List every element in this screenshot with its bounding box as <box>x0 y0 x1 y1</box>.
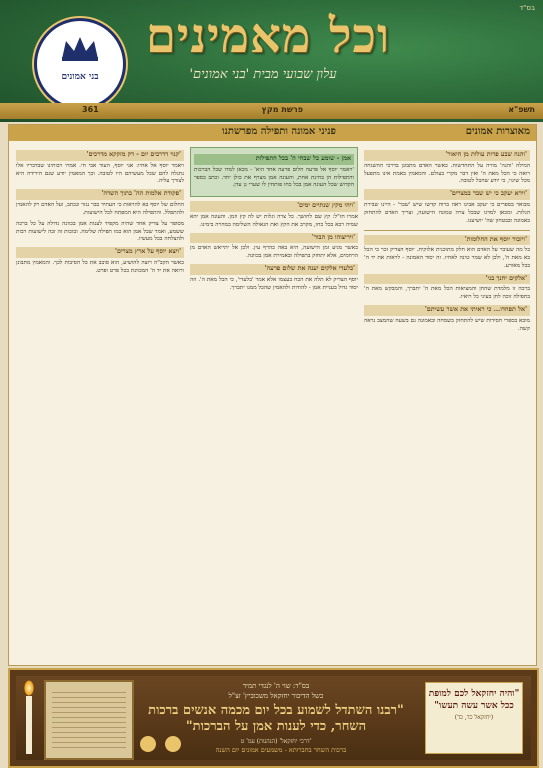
article-heading: 'ויצא יוסף על ארץ מצרים' <box>16 247 184 258</box>
bottom-banner <box>8 668 539 768</box>
sponsor-logo-icon <box>140 736 156 752</box>
banner-quote: "רבנו השתדל לשמוע בכל יום מכמה אנשים ברכות השחר, כדי לענות אמן על הברכות" <box>148 703 404 735</box>
article-heading: 'אלקים יחנך בני' <box>364 274 530 285</box>
article-heading: 'וירא יעקב כי יש שבר במצרים' <box>364 189 530 200</box>
article-heading: 'אל תפחדו... כי ראיתי את אשר עשיתם' <box>364 305 530 316</box>
amen-box-title: אמן - שומע כל שבחי ה' בכל התפילות <box>194 154 354 165</box>
main-content <box>8 124 537 666</box>
article-heading: 'והנה שבע פרות עולות מן היאור' <box>364 150 530 161</box>
banner-line-1: בס"ד: שוי ה' לנגדי תמיד <box>242 682 310 690</box>
divider <box>364 230 530 231</box>
article-heading: 'ויהי מקץ שנתיים ימים' <box>190 201 358 212</box>
crown-icon <box>60 33 100 63</box>
verse-box <box>425 682 523 754</box>
candle-icon <box>20 680 38 756</box>
article-text: ברכה זו מלמדת שהחן והמציאות הכל מאת ה' יתברך, והמבקש מאת ה' בתפילה זוכה לחן בעיני כל רואיו. <box>364 286 530 301</box>
issue-year: תשפ"א <box>508 105 535 114</box>
article-text: כאשר הקב"ה רוצה להושיע, הוא סובב את כל הסיבות לכך. והמאמין מתבונן ורואה את יד ה' המכוונת בכל פרט ופרט. <box>16 259 184 274</box>
article-heading: 'ויזכור יוסף את החלומות' <box>364 235 530 246</box>
scroll-image <box>44 680 134 760</box>
article-text: המילה 'והנה' מורה על התחדשות. כאשר האדם מתבונן בדרכי ההשגחה רואה כי הכל מאת ה' ואין דבר מקרי בעולם. והמאמין באמת אינו מתפעל מכל שינוי, כי יודע שהכל לטובה. <box>364 162 530 185</box>
page-title: וכל מאמינים <box>145 8 391 64</box>
column-left <box>16 147 184 659</box>
article-text: יוסף הצדיק לא תלה את הכח בעצמו אלא אמר 'בלעדי', כי הכל מאת ה'. וזה יסוד גדול בעניית אמן - להודות ולהאמין שהכל ממנו יתברך. <box>190 276 358 291</box>
header <box>0 0 543 122</box>
ribbon <box>0 103 543 119</box>
parsha-name: פרשת מקץ <box>261 105 303 114</box>
banner-inner <box>16 676 531 760</box>
verse-text: "והיה יחזקאל לכם למופת ככל אשר עשה תעשו" <box>428 689 520 711</box>
flame-icon <box>24 680 34 696</box>
article-text: כאשר מגיע זמן הישועה, היא באה כהרף עין. ולכן אל יתייאש האדם מן הרחמים, אלא יתחזק בתפילה ובאמירת אמן בכוונה. <box>190 245 358 260</box>
logo-text: בני אמונים <box>61 72 99 82</box>
logo <box>34 18 126 110</box>
scroll-lines <box>52 688 126 752</box>
amen-box <box>190 147 358 197</box>
banner-footer: ברכות השחר בחברותא - משמעים אמונים יום השנה <box>215 746 347 754</box>
article-heading: 'קנוי דדרבים יום - דק מזקקא מדרכים' <box>16 150 184 161</box>
column-middle <box>190 147 358 659</box>
sponsor-logo-icon <box>165 736 181 752</box>
banner-line-2: כשל הדיבור יחזקאל משכוביץ' זצ"ל <box>228 692 324 700</box>
article-text: החלום של יוסף בא להראות כי העתיד כבר נגזר ונכתב, ועל האדם רק להאמין ולהתפלל. והתפילה היא המפתח לכל הישועות. <box>16 201 184 216</box>
issue-number: 361 <box>82 105 99 114</box>
banner-source: 'דרכי יחזקאל' (הנהגות) עמ' ט <box>240 737 312 745</box>
column-right <box>364 147 530 659</box>
article-text: אמרו חז"ל: קץ שם לחושך. כל צרה וגלות יש לה קץ וזמן. והעונה אמן יהא שמיה רבא בכל כחו, מקרב את הקץ ואת הגאולה השלימה במהרה בימינו. <box>190 213 358 228</box>
article-text: מובא בספרי חסידות שיש להתחזק בשמחה ובאמונה גם בשעה שהמצב נראה קשה. <box>364 317 530 332</box>
edition-mark: בס"ד <box>519 4 535 12</box>
section-title: מאוצרות אמונים <box>465 126 530 137</box>
section-band <box>9 125 536 141</box>
candle-stick <box>26 696 32 754</box>
section-subtitle: פניני אמונה ותפילה מפרשתנו <box>222 126 336 137</box>
amen-box-text: 'ויאמר יוסף אל פרעה חלום פרעה אחד הוא' - מכאן למדו שכל הברכות והתפילות הן בחינת אחת, והעונה אמן מצרף את כולן יחד. וכתב בספר הקדוש שכל העונה אמן בכל כחו פותחין לו שערי גן עדן. <box>194 166 354 189</box>
article-text: ויאמר יוסף אל אחיו: אני יוסף, העוד אבי חי. אמרו רבותינו שבדבריו אלו נתגלה להם שכל מעשיהם היו לטובה. וכך המאמין יודע שגם הירידה היא לצורך עליה. <box>16 162 184 185</box>
article-text: מסופר על צדיק אחד שהיה מקפיד לענות אמן בכוונה גדולה על כל ברכה ששמע, ואמר שכל אמן הוא כמו תפילה שלימה. ובזכות זה זכה לישועות רבות ולהצלחה בכל מעשיו. <box>16 220 184 243</box>
article-heading: 'בלעדי אלקים יענה את שלום פרעה' <box>190 264 358 275</box>
article-text: מבואר בספרים כי יעקב אבינו ראה ברוח קדשו שיש 'שבר' - היינו שבירת הגלות. ומכאן למדנו שבכל צרה טמונה הישועה, וצריך האדם להתחזק באמונה ובבטחון שה' יושיענו. <box>364 201 530 224</box>
article-heading: 'פקודת אלמות הה' בתוך השדה' <box>16 189 184 200</box>
verse-source: (יחזקאל כד, כד) <box>454 714 494 722</box>
sponsor-icons <box>136 736 181 756</box>
article-text: כל מה שעובר על האדם הוא חלק מתוכנית אלוקית. יוסף הצדיק זכר כי הכל בא מאת ה', ולכן לא שמר טינה לאחיו. זה יסוד האמונה - לראות את יד ה' בכל מאורע. <box>364 247 530 269</box>
page-subtitle: עלון שבועי מבית 'בני אמונים' <box>189 67 337 82</box>
article-heading: 'ויריצוהו מן הבור' <box>190 233 358 244</box>
